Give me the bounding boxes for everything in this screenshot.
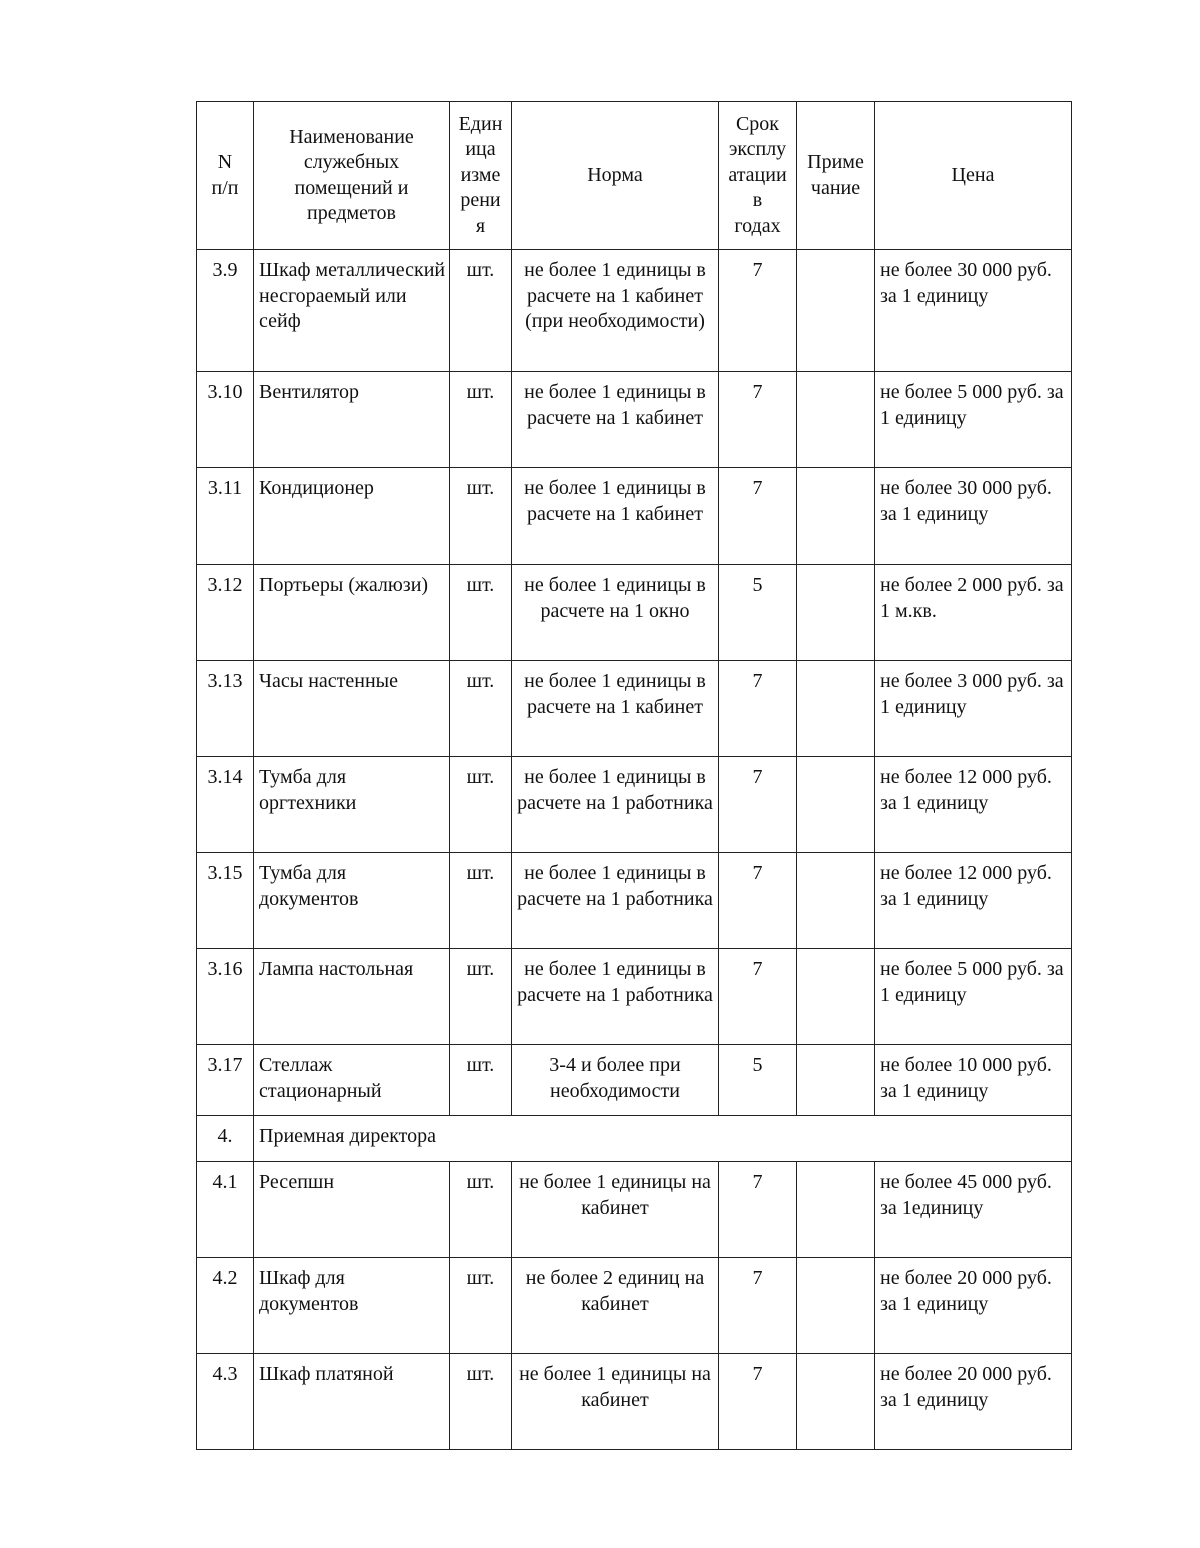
- equipment-norms-table: [196, 101, 1072, 1450]
- header-line: рени: [460, 189, 501, 212]
- cell-name: Тумба для оргтехники: [254, 757, 450, 853]
- cell-name: Часы настенные: [254, 661, 450, 757]
- header-line: служебных: [303, 151, 400, 173]
- header-line: предметов: [307, 202, 396, 224]
- cell-note: [797, 949, 875, 1045]
- header-line: эксплу: [728, 138, 787, 161]
- cell-term: 7: [719, 372, 797, 468]
- cell-name: Кондиционер: [254, 468, 450, 565]
- cell-norm: не более 1 единицы на кабинет: [512, 1354, 719, 1450]
- cell-price: не более 5 000 руб. за 1 единицу: [875, 372, 1072, 468]
- cell-term: 7: [719, 949, 797, 1045]
- table-row: [197, 565, 1072, 661]
- cell-term: 7: [719, 468, 797, 565]
- cell-unit: шт.: [450, 853, 512, 949]
- table-row: [197, 1258, 1072, 1354]
- table-header-row: [197, 102, 1072, 250]
- table-row: [197, 1045, 1072, 1116]
- cell-term: 7: [719, 1354, 797, 1450]
- cell-norm: не более 1 единицы в расчете на 1 кабинет: [512, 372, 719, 468]
- section-row: [197, 1116, 1072, 1162]
- cell-num: 4.1: [197, 1162, 254, 1258]
- cell-unit: шт.: [450, 1162, 512, 1258]
- cell-num: 3.13: [197, 661, 254, 757]
- cell-num: 3.14: [197, 757, 254, 853]
- cell-norm: не более 2 единиц на кабинет: [512, 1258, 719, 1354]
- cell-norm: не более 1 единицы в расчете на 1 окно: [512, 565, 719, 661]
- cell-note: [797, 1162, 875, 1258]
- cell-norm: 3-4 и более при необходимости: [512, 1045, 719, 1116]
- header-line: атации: [728, 163, 787, 186]
- table-row: [197, 757, 1072, 853]
- cell-price: не более 12 000 руб. за 1 единицу: [875, 757, 1072, 853]
- cell-name: Тумба для документов: [254, 853, 450, 949]
- header-line: годах: [734, 214, 781, 237]
- header-num: [197, 102, 254, 250]
- header-note: [797, 102, 875, 250]
- cell-note: [797, 372, 875, 468]
- cell-price: не более 30 000 руб. за 1 единицу: [875, 468, 1072, 565]
- cell-num: 3.9: [197, 250, 254, 372]
- cell-name: Шкаф для документов: [254, 1258, 450, 1354]
- cell-price: не более 5 000 руб. за 1 единицу: [875, 949, 1072, 1045]
- cell-name: Стеллаж стационарный: [254, 1045, 450, 1116]
- cell-num: 4.3: [197, 1354, 254, 1450]
- header-line: ица: [465, 138, 496, 161]
- document-page: [196, 101, 1071, 1450]
- cell-term: 7: [719, 853, 797, 949]
- cell-note: [797, 757, 875, 853]
- cell-price: не более 3 000 руб. за 1 единицу: [875, 661, 1072, 757]
- cell-term: 5: [719, 565, 797, 661]
- cell-unit: шт.: [450, 1354, 512, 1450]
- cell-name: Ресепшн: [254, 1162, 450, 1258]
- table-row: [197, 372, 1072, 468]
- cell-name: Лампа настольная: [254, 949, 450, 1045]
- cell-norm: не более 1 единицы в расчете на 1 работника: [512, 853, 719, 949]
- cell-note: [797, 1354, 875, 1450]
- header-line: в: [752, 189, 763, 212]
- cell-price: не более 20 000 руб. за 1 единицу: [875, 1258, 1072, 1354]
- cell-term: 7: [719, 1258, 797, 1354]
- cell-norm: не более 1 единицы в расчете на 1 кабинет: [512, 661, 719, 757]
- cell-norm: не более 1 единицы в расчете на 1 работника: [512, 949, 719, 1045]
- cell-unit: шт.: [450, 1045, 512, 1116]
- header-term: [719, 102, 797, 250]
- cell-name: Шкаф платяной: [254, 1354, 450, 1450]
- cell-num: 3.11: [197, 468, 254, 565]
- table-row: [197, 1162, 1072, 1258]
- cell-term: 7: [719, 661, 797, 757]
- cell-term: 7: [719, 1162, 797, 1258]
- table-row: [197, 949, 1072, 1045]
- header-line: п/п: [211, 176, 239, 199]
- header-name: [254, 102, 450, 250]
- cell-norm: не более 1 единицы на кабинет: [512, 1162, 719, 1258]
- cell-note: [797, 565, 875, 661]
- cell-num: 3.10: [197, 372, 254, 468]
- cell-note: [797, 468, 875, 565]
- cell-num: 4.2: [197, 1258, 254, 1354]
- table-row: [197, 250, 1072, 372]
- cell-price: не более 12 000 руб. за 1 единицу: [875, 853, 1072, 949]
- cell-unit: шт.: [450, 757, 512, 853]
- header-line: N: [217, 151, 233, 173]
- cell-num: 3.16: [197, 949, 254, 1045]
- cell-price: не более 2 000 руб. за 1 м.кв.: [875, 565, 1072, 661]
- cell-name: Шкаф металлический несгораемый или сейф: [254, 250, 450, 372]
- cell-num: 3.12: [197, 565, 254, 661]
- header-line: Срок: [735, 112, 780, 135]
- cell-unit: шт.: [450, 372, 512, 468]
- header-unit: [450, 102, 512, 250]
- cell-price: не более 10 000 руб. за 1 единицу: [875, 1045, 1072, 1116]
- cell-term: 5: [719, 1045, 797, 1116]
- cell-note: [797, 661, 875, 757]
- table-row: [197, 1354, 1072, 1450]
- cell-unit: шт.: [450, 949, 512, 1045]
- header-line: Един: [458, 112, 503, 135]
- table-row: [197, 661, 1072, 757]
- cell-term: 7: [719, 757, 797, 853]
- cell-section-title: Приемная директора: [254, 1116, 1072, 1162]
- header-price: [875, 102, 1072, 250]
- header-line: Цена: [951, 163, 995, 186]
- cell-norm: не более 1 единицы в расчете на 1 работника: [512, 757, 719, 853]
- cell-num: 4.: [197, 1116, 254, 1162]
- header-norm: [512, 102, 719, 250]
- cell-unit: шт.: [450, 661, 512, 757]
- header-line: помещений и: [294, 176, 409, 199]
- cell-price: не более 45 000 руб. за 1единицу: [875, 1162, 1072, 1258]
- cell-note: [797, 1045, 875, 1116]
- cell-price: не более 30 000 руб. за 1 единицу: [875, 250, 1072, 372]
- cell-unit: шт.: [450, 250, 512, 372]
- header-line: Приме: [807, 151, 864, 173]
- cell-term: 7: [719, 250, 797, 372]
- header-line: Наименование: [289, 125, 414, 148]
- cell-name: Вентилятор: [254, 372, 450, 468]
- cell-name: Портьеры (жалюзи): [254, 565, 450, 661]
- header-line: чание: [810, 176, 861, 199]
- table-row: [197, 468, 1072, 565]
- cell-num: 3.15: [197, 853, 254, 949]
- cell-unit: шт.: [450, 565, 512, 661]
- cell-num: 3.17: [197, 1045, 254, 1116]
- cell-price: не более 20 000 руб. за 1 единицу: [875, 1354, 1072, 1450]
- cell-unit: шт.: [450, 468, 512, 565]
- cell-note: [797, 853, 875, 949]
- cell-note: [797, 250, 875, 372]
- cell-norm: не более 1 единицы в расчете на 1 кабинет (при необходимости): [512, 250, 719, 372]
- cell-unit: шт.: [450, 1258, 512, 1354]
- table-row: [197, 853, 1072, 949]
- cell-norm: не более 1 единицы в расчете на 1 кабинет: [512, 468, 719, 565]
- header-line: я: [475, 214, 486, 237]
- header-line: изме: [460, 163, 501, 186]
- header-line: Норма: [587, 163, 643, 186]
- cell-note: [797, 1258, 875, 1354]
